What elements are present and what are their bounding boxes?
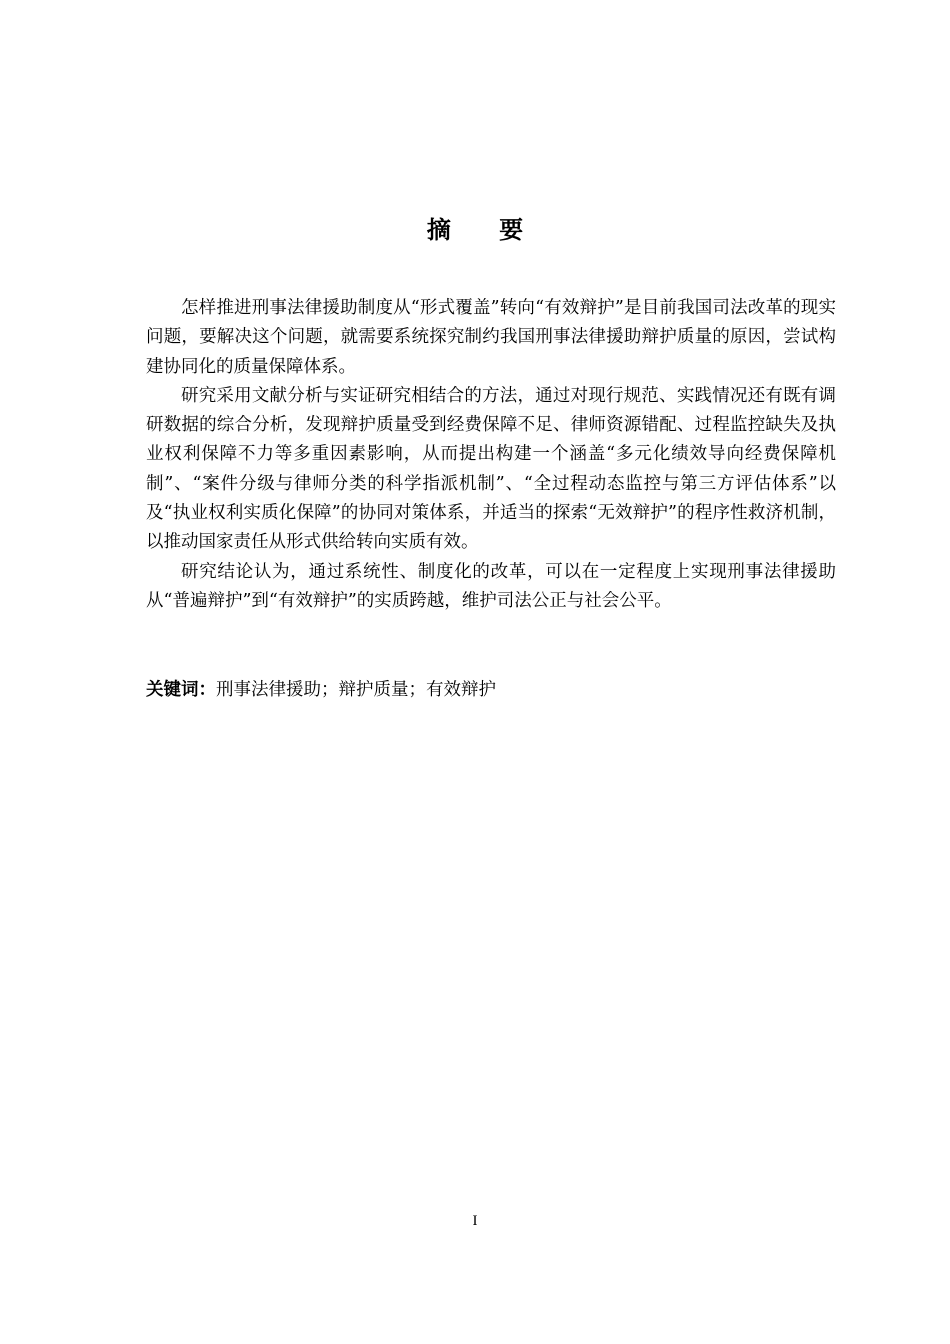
abstract-paragraph-1: 怎样推进刑事法律援助制度从“形式覆盖”转向“有效辩护”是目前我国司法改革的现实问题，要解决这个问题，就需要系统探究制约我国刑事法律援助辩护质量的原因，尝试构建协同化的质量保障体系。	[146, 298, 836, 377]
keywords-line	[146, 676, 836, 704]
page-number: I	[472, 1213, 478, 1229]
abstract-body	[146, 294, 836, 616]
abstract-paragraph-2: 研究采用文献分析与实证研究相结合的方法，通过对现行规范、实践情况还有既有调研数据的综合分析，发现辩护质量受到经费保障不足、律师资源错配、过程监控缺失及执业权利保障不力等多重因素影响，从而提出构建一个涵盖“多元化绩效导向经费保障机制”、“案件分级与律师分类的科学指派机制”、“全过程动态监控与第三方评估体系”以及“执业权利实质化保障”的协同对策体系，并适当的探索“无效辩护”的程序性救济机制，以推动国家责任从形式供给转向实质有效。	[146, 385, 836, 553]
keywords-text: 刑事法律援助；辩护质量；有效辩护	[216, 680, 496, 700]
keywords-label: 关键词：	[146, 680, 216, 700]
abstract-paragraph-3: 研究结论认为，通过系统性、制度化的改革，可以在一定程度上实现刑事法律援助从“普遍辩护”到“有效辩护”的实质跨越，维护司法公正与社会公平。	[146, 561, 836, 611]
abstract-title: 摘 要	[426, 216, 544, 244]
